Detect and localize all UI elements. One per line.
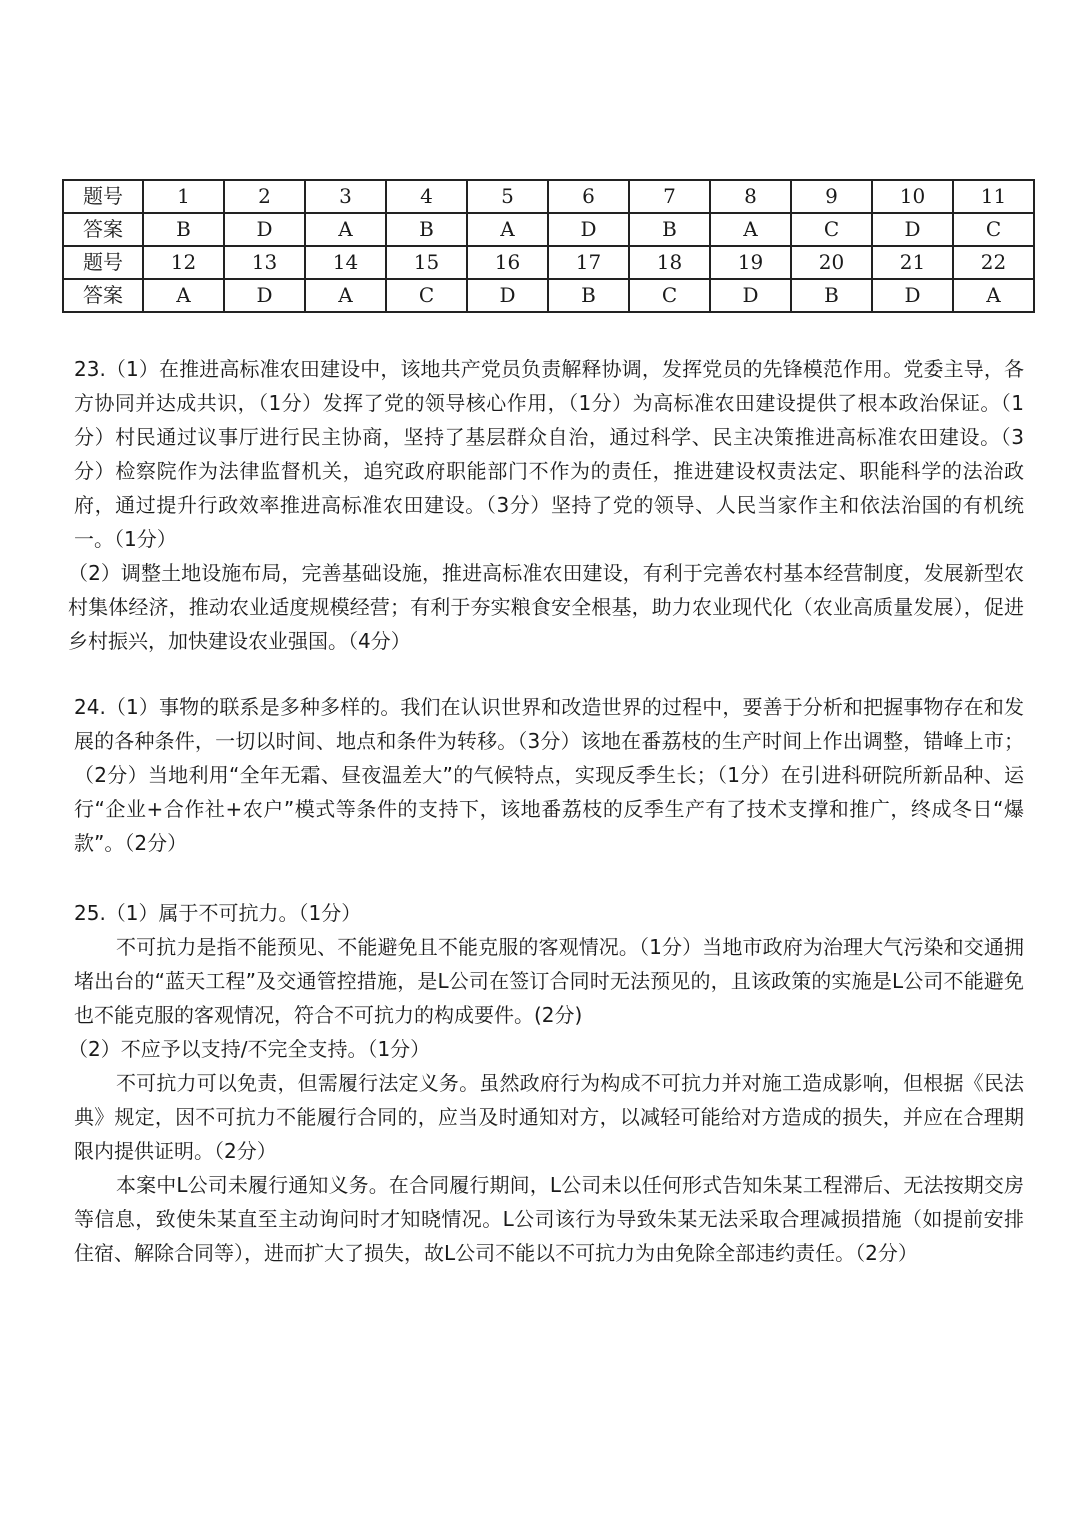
question-25-answer [68, 896, 1024, 1270]
answer-table-cell: 1 [143, 180, 224, 213]
answer-table-cell: A [467, 213, 548, 246]
answer-table-cell: 16 [467, 246, 548, 279]
answer-table-cell: A [305, 279, 386, 312]
q23-part1: 23.（1）在推进高标准农田建设中，该地共产党员负责解释协调，发挥党员的先锋模范作用。党委主导，各方协同并达成共识，（1分）发挥了党的领导核心作用，（1分）为高标准农田建设提供了根本政治保证。（1分）村民通过议事厅进行民主协商，坚持了基层群众自治，通过科学、民主决策推进高标准农田建设。（3分）检察院作为法律监督机关，追究政府职能部门不作为的责任，推进建设权责法定、职能科学的法治政府，通过提升行政效率推进高标准农田建设。（3分）坚持了党的领导、人民当家作主和依法治国的有机统一。（1分） [74, 357, 1024, 551]
q24-part1: 24.（1）事物的联系是多种多样的。我们在认识世界和改造世界的过程中，要善于分析和把握事物存在和发展的各种条件，一切以时间、地点和条件为转移。（3分）该地在番荔枝的生产时间上作出调整，错峰上市；（2分）当地利用“全年无霜、昼夜温差大”的气候特点，实现反季生长；（1分）在引进科研院所新品种、运行“企业+合作社+农户”模式等条件的支持下，该地番荔枝的反季生产有了技术支撑和推广，终成冬日“爆款”。（2分） [74, 695, 1024, 855]
answer-table-cell: A [305, 213, 386, 246]
q25-part2-body-1: 不可抗力可以免责，但需履行法定义务。虽然政府行为构成不可抗力并对施工造成影响，但根据《民法典》规定，因不可抗力不能履行合同的，应当及时通知对方，以减轻可能给对方造成的损失，并应在合理期限内提供证明。（2分） [74, 1071, 1024, 1163]
question-24-answer [74, 690, 1024, 860]
answer-table-cell: D [872, 279, 953, 312]
answer-table-row-label: 答案 [63, 279, 143, 312]
answer-table-cell: D [467, 279, 548, 312]
answer-table-cell: 6 [548, 180, 629, 213]
answer-table-cell: 8 [710, 180, 791, 213]
answer-table-cell: A [953, 279, 1034, 312]
answer-table-cell: 12 [143, 246, 224, 279]
question-23-answer [68, 352, 1024, 658]
answer-table-cell: 9 [791, 180, 872, 213]
answer-table-row [63, 246, 1034, 279]
answer-table-cell: A [710, 213, 791, 246]
answer-table-cell: 5 [467, 180, 548, 213]
answer-table-cell: B [791, 279, 872, 312]
answer-table-cell: C [791, 213, 872, 246]
answer-table-cell: 20 [791, 246, 872, 279]
answer-table-row-label: 题号 [63, 246, 143, 279]
answer-table-cell: 10 [872, 180, 953, 213]
answer-table-cell: 11 [953, 180, 1034, 213]
answer-table-cell: D [548, 213, 629, 246]
answer-table-cell: D [872, 213, 953, 246]
answer-table-cell: 7 [629, 180, 710, 213]
answer-table-row-label: 答案 [63, 213, 143, 246]
answer-table-cell: D [224, 213, 305, 246]
answer-table-cell: B [143, 213, 224, 246]
answer-table-row [63, 180, 1034, 213]
answer-table-cell: C [386, 279, 467, 312]
answer-table-row-label: 题号 [63, 180, 143, 213]
answer-table-cell: 22 [953, 246, 1034, 279]
answer-table-cell: B [548, 279, 629, 312]
answer-table [62, 179, 1035, 313]
answer-table-cell: 19 [710, 246, 791, 279]
answer-table-cell: 17 [548, 246, 629, 279]
answer-table-body [63, 180, 1034, 312]
q25-part2-head: （2）不应予以支持/不完全支持。（1分） [68, 1037, 431, 1061]
answer-table-row [63, 213, 1034, 246]
q25-part1-body: 不可抗力是指不能预见、不能避免且不能克服的客观情况。（1分）当地市政府为治理大气污染和交通拥堵出台的“蓝天工程”及交通管控措施，是L公司在签订合同时无法预见的，且该政策的实施是L公司不能避免也不能克服的客观情况，符合不可抗力的构成要件。(2分) [74, 935, 1024, 1027]
answer-table-cell: D [710, 279, 791, 312]
answer-table-cell: 21 [872, 246, 953, 279]
answer-table-cell: B [386, 213, 467, 246]
answer-table-cell: C [953, 213, 1034, 246]
answer-table-cell: 13 [224, 246, 305, 279]
answer-table-cell: B [629, 213, 710, 246]
q25-part1-head: 25.（1）属于不可抗力。（1分） [74, 901, 362, 925]
q25-part2-body-2: 本案中L公司未履行通知义务。在合同履行期间，L公司未以任何形式告知朱某工程滞后、无法按期交房等信息，致使朱某直至主动询问时才知晓情况。L公司该行为导致朱某无法采取合理减损措施（如提前安排住宿、解除合同等），进而扩大了损失，故L公司不能以不可抗力为由免除全部违约责任。（2分） [74, 1173, 1024, 1265]
answer-table-cell: 18 [629, 246, 710, 279]
answer-table-cell: A [143, 279, 224, 312]
answer-table-cell: 4 [386, 180, 467, 213]
q23-part2: （2）调整土地设施布局，完善基础设施，推进高标准农田建设，有利于完善农村基本经营制度，发展新型农村集体经济，推动农业适度规模经营；有利于夯实粮食安全根基，助力农业现代化（农业高质量发展），促进乡村振兴，加快建设农业强国。（4分） [68, 561, 1024, 653]
answer-table-cell: 3 [305, 180, 386, 213]
answer-table-cell: D [224, 279, 305, 312]
answer-table-cell: C [629, 279, 710, 312]
answer-table-cell: 14 [305, 246, 386, 279]
answer-table-row [63, 279, 1034, 312]
answer-table-cell: 15 [386, 246, 467, 279]
answer-table-cell: 2 [224, 180, 305, 213]
